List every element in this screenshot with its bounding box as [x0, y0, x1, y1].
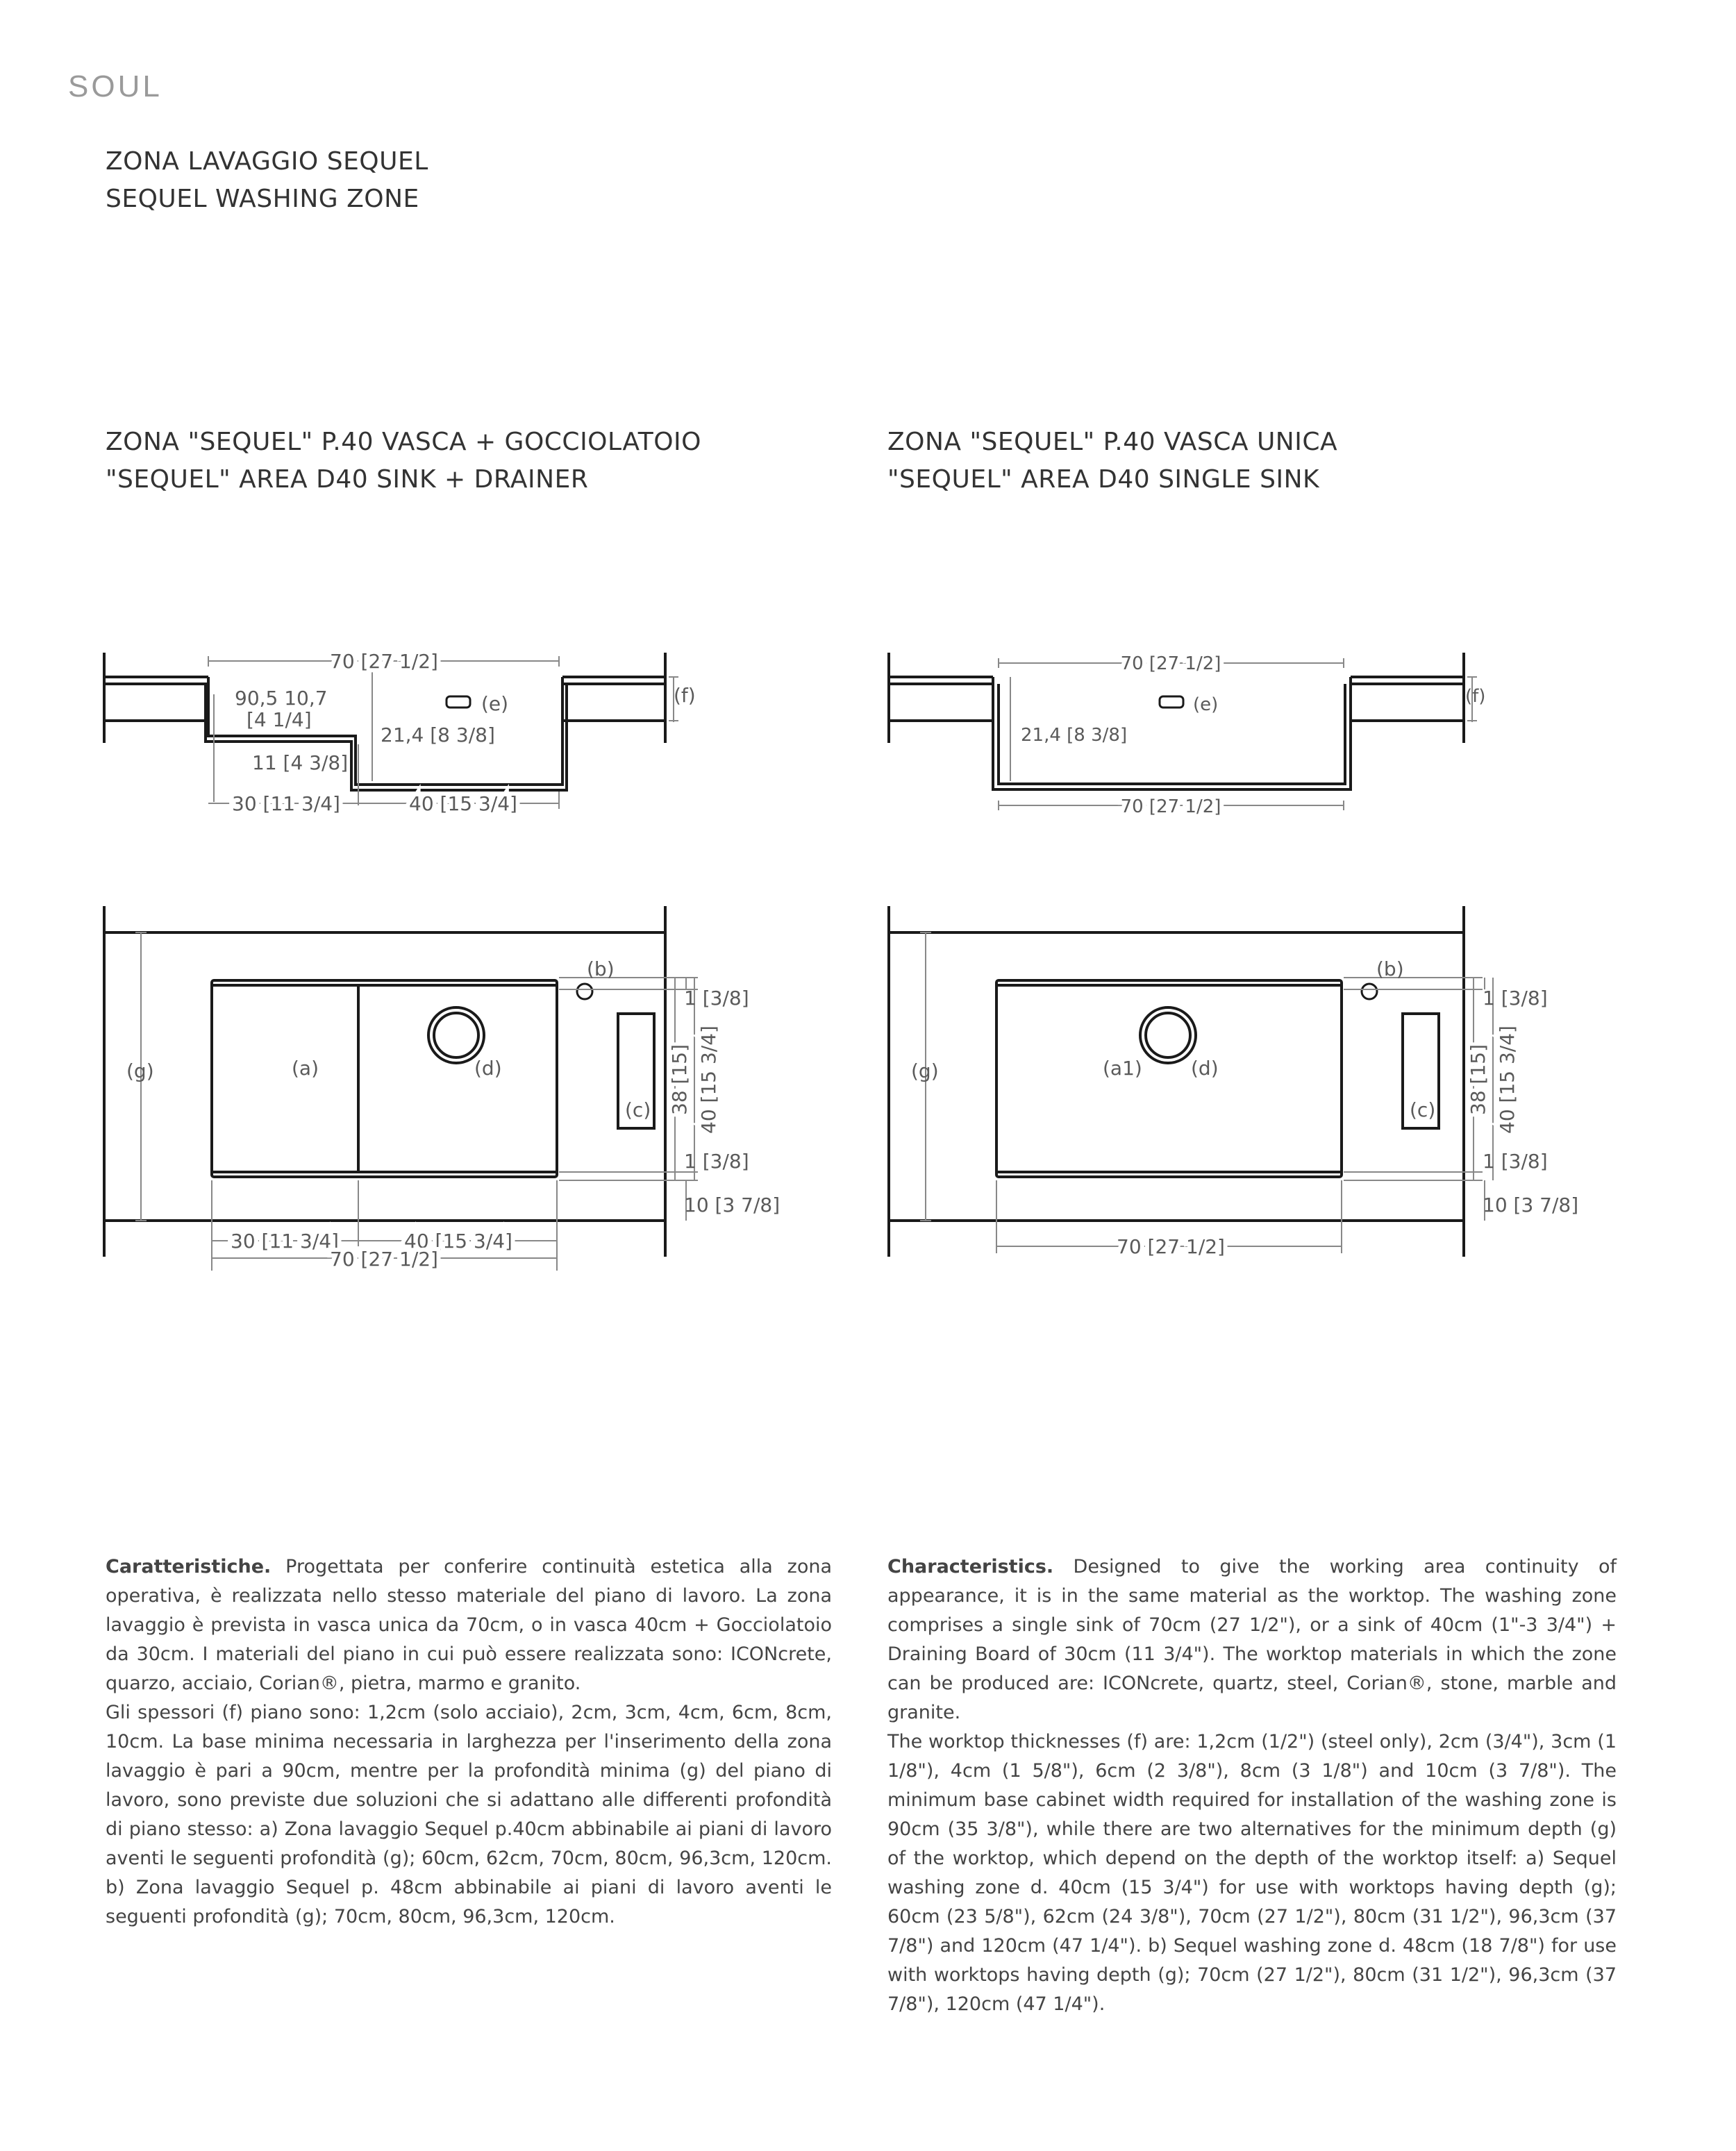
- right-plan-dim-outer: 40 [15 3/4]: [1496, 1026, 1519, 1134]
- right-section-dim-bottom: 70 [27 1/2]: [1120, 796, 1221, 817]
- left-section-view-drawing: [0, 625, 868, 833]
- left-plan-dim-total: 70 [27 1/2]: [330, 1248, 438, 1271]
- left-plan-view-drawing: [0, 896, 868, 1284]
- left-plan-label-c: (c): [625, 1098, 651, 1121]
- right-section-label-f: (f): [1465, 686, 1486, 707]
- left-plan-dim-front: 10 [3 7/8]: [684, 1194, 781, 1216]
- right-plan-label-b: (b): [1376, 957, 1404, 980]
- right-plan-label-c: (c): [1410, 1098, 1436, 1121]
- left-plan-dim-left: 30 [11 3/4]: [231, 1230, 339, 1253]
- right-plan-label-g: (g): [911, 1060, 939, 1082]
- left-plan-dim-right: 40 [15 3/4]: [404, 1230, 512, 1253]
- text-italian: [106, 1552, 832, 1932]
- text-en-lead: Characteristics.: [887, 1556, 1054, 1577]
- page-heading: [106, 143, 428, 218]
- right-title-en: "SEQUEL" AREA D40 SINGLE SINK: [887, 465, 1320, 494]
- left-plan-dim-top-margin: 1 [3/8]: [684, 987, 749, 1010]
- left-plan-dim-inner: 38 [15]: [668, 1044, 691, 1116]
- left-section-dim-top: 70 [27 1/2]: [330, 650, 438, 673]
- left-section-dim-topleft2: [4 1/4]: [247, 708, 312, 731]
- text-it-body1: Progettata per conferire continuità estetica alla zona operativa, è realizzata nello stesso materiale del piano di lavoro. La zona lavaggio è prevista in vasca unica da 70cm, o in vasca 40cm + Gocciolatoio da 30cm. I materiali del piano in cui può essere realizzata sono: ICONcrete, quarzo, acciaio, Corian®, pietra, marmo e granito.: [106, 1556, 832, 1694]
- right-plan-label-d: (d): [1191, 1057, 1219, 1080]
- right-plan-view-drawing: [868, 896, 1736, 1284]
- left-section-dim-depth: 21,4 [8 3/8]: [381, 723, 495, 746]
- right-section-view-drawing: [868, 625, 1736, 833]
- text-it-lead: Caratteristiche.: [106, 1556, 272, 1577]
- right-plan-dim-total: 70 [27 1/2]: [1117, 1235, 1225, 1258]
- right-plan-dim-front: 10 [3 7/8]: [1483, 1194, 1579, 1216]
- left-plan-label-g: (g): [126, 1060, 154, 1082]
- left-section-label-f: (f): [674, 684, 696, 707]
- right-section-dim-top: 70 [27 1/2]: [1120, 653, 1221, 674]
- text-en-p1: [887, 1552, 1617, 1727]
- page-heading-it: ZONA LAVAGGIO SEQUEL: [106, 147, 428, 176]
- right-section-dim-depth: 21,4 [8 3/8]: [1021, 725, 1128, 746]
- left-plan-dim-outer: 40 [15 3/4]: [697, 1026, 720, 1134]
- left-section-title: [106, 424, 701, 499]
- left-section-dim-bottom-left: 30 [11 3/4]: [232, 792, 340, 815]
- left-plan-label-a: (a): [292, 1057, 319, 1080]
- right-section-title: [887, 424, 1337, 499]
- text-it-p1: [106, 1552, 832, 1698]
- text-it-p2: Gli spessori (f) piano sono: 1,2cm (solo acciaio), 2cm, 3cm, 4cm, 6cm, 8cm, 10cm. La base minima necessaria in larghezza per l'inserimento della zona lavaggio è pari a 90cm, mentre per la profondità minima (g) del piano di lavoro, sono previste due soluzioni che si adattano alle differenti profondità di piano stesso: a) Zona lavaggio Sequel p.40cm abbinabile ai piani di lavoro aventi le seguenti profondità (g); 60cm, 62cm, 70cm, 80cm, 96,3cm, 120cm. b) Zona lavaggio Sequel p. 48cm abbinabile ai piani di lavoro aventi le seguenti profondità (g); 70cm, 80cm, 96,3cm, 120cm.: [106, 1702, 832, 1927]
- right-plan-dim-bottom-margin: 1 [3/8]: [1483, 1150, 1548, 1173]
- right-plan-dim-top-margin: 1 [3/8]: [1483, 987, 1548, 1010]
- left-section-dim-bottom-right: 40 [15 3/4]: [409, 792, 517, 815]
- right-section-label-e: (e): [1193, 694, 1219, 715]
- text-en-body1: Designed to give the working area continuity of appearance, it is in the same material as the worktop. The washing zone comprises a single sink of 70cm (27 1/2"), or a sink of 40cm (1"-3 3/4") + Draining Board of 30cm (11 3/4"). The worktop materials in which the zone can be produced are: ICONcrete, quartz, steel, Corian®, stone, marble and granite.: [887, 1556, 1617, 1723]
- left-title-it: ZONA "SEQUEL" P.40 VASCA + GOCCIOLATOIO: [106, 428, 702, 456]
- left-title-en: "SEQUEL" AREA D40 SINK + DRAINER: [106, 465, 589, 494]
- text-en-p2: The worktop thicknesses (f) are: 1,2cm (1/2") (steel only), 2cm (3/4"), 3cm (1 1/8"), 4cm (1 5/8"), 6cm (2 3/8"), 8cm (3 1/8") and 10cm (3 7/8"). The minimum base cabinet width required for installation of the washing zone is 90cm (35 3/8"), while there are two alternatives for the minimum depth (g) of the worktop, which depend on the depth of the worktop itself: a) Sequel washing zone d. 40cm (15 3/4") for use with worktops having depth (g); 60cm (23 5/8"), 62cm (24 3/8"), 70cm (27 1/2"), 80cm (31 1/2"), 96,3cm (37 7/8") and 120cm (47 1/4"). b) Sequel washing zone d. 48cm (18 7/8") for use with worktops having depth (g); 70cm (27 1/2"), 80cm (31 1/2"), 96,3cm (37 7/8"), 120cm (47 1/4").: [887, 1731, 1617, 2015]
- right-title-it: ZONA "SEQUEL" P.40 VASCA UNICA: [887, 428, 1338, 456]
- left-plan-label-d: (d): [474, 1057, 502, 1080]
- left-section-label-e: (e): [481, 692, 509, 715]
- page-heading-en: SEQUEL WASHING ZONE: [106, 185, 419, 213]
- text-english: [887, 1552, 1617, 2019]
- left-section-dim-drainer-depth: 11 [4 3/8]: [252, 751, 349, 774]
- right-plan-label-a1: (a1): [1103, 1057, 1142, 1080]
- left-section-dim-topleft: 90,5 10,7: [235, 687, 328, 710]
- left-plan-dim-bottom-margin: 1 [3/8]: [684, 1150, 749, 1173]
- right-plan-dim-inner: 38 [15]: [1467, 1044, 1489, 1116]
- left-plan-label-b: (b): [587, 957, 615, 980]
- brand-logo: SOUL: [68, 69, 162, 103]
